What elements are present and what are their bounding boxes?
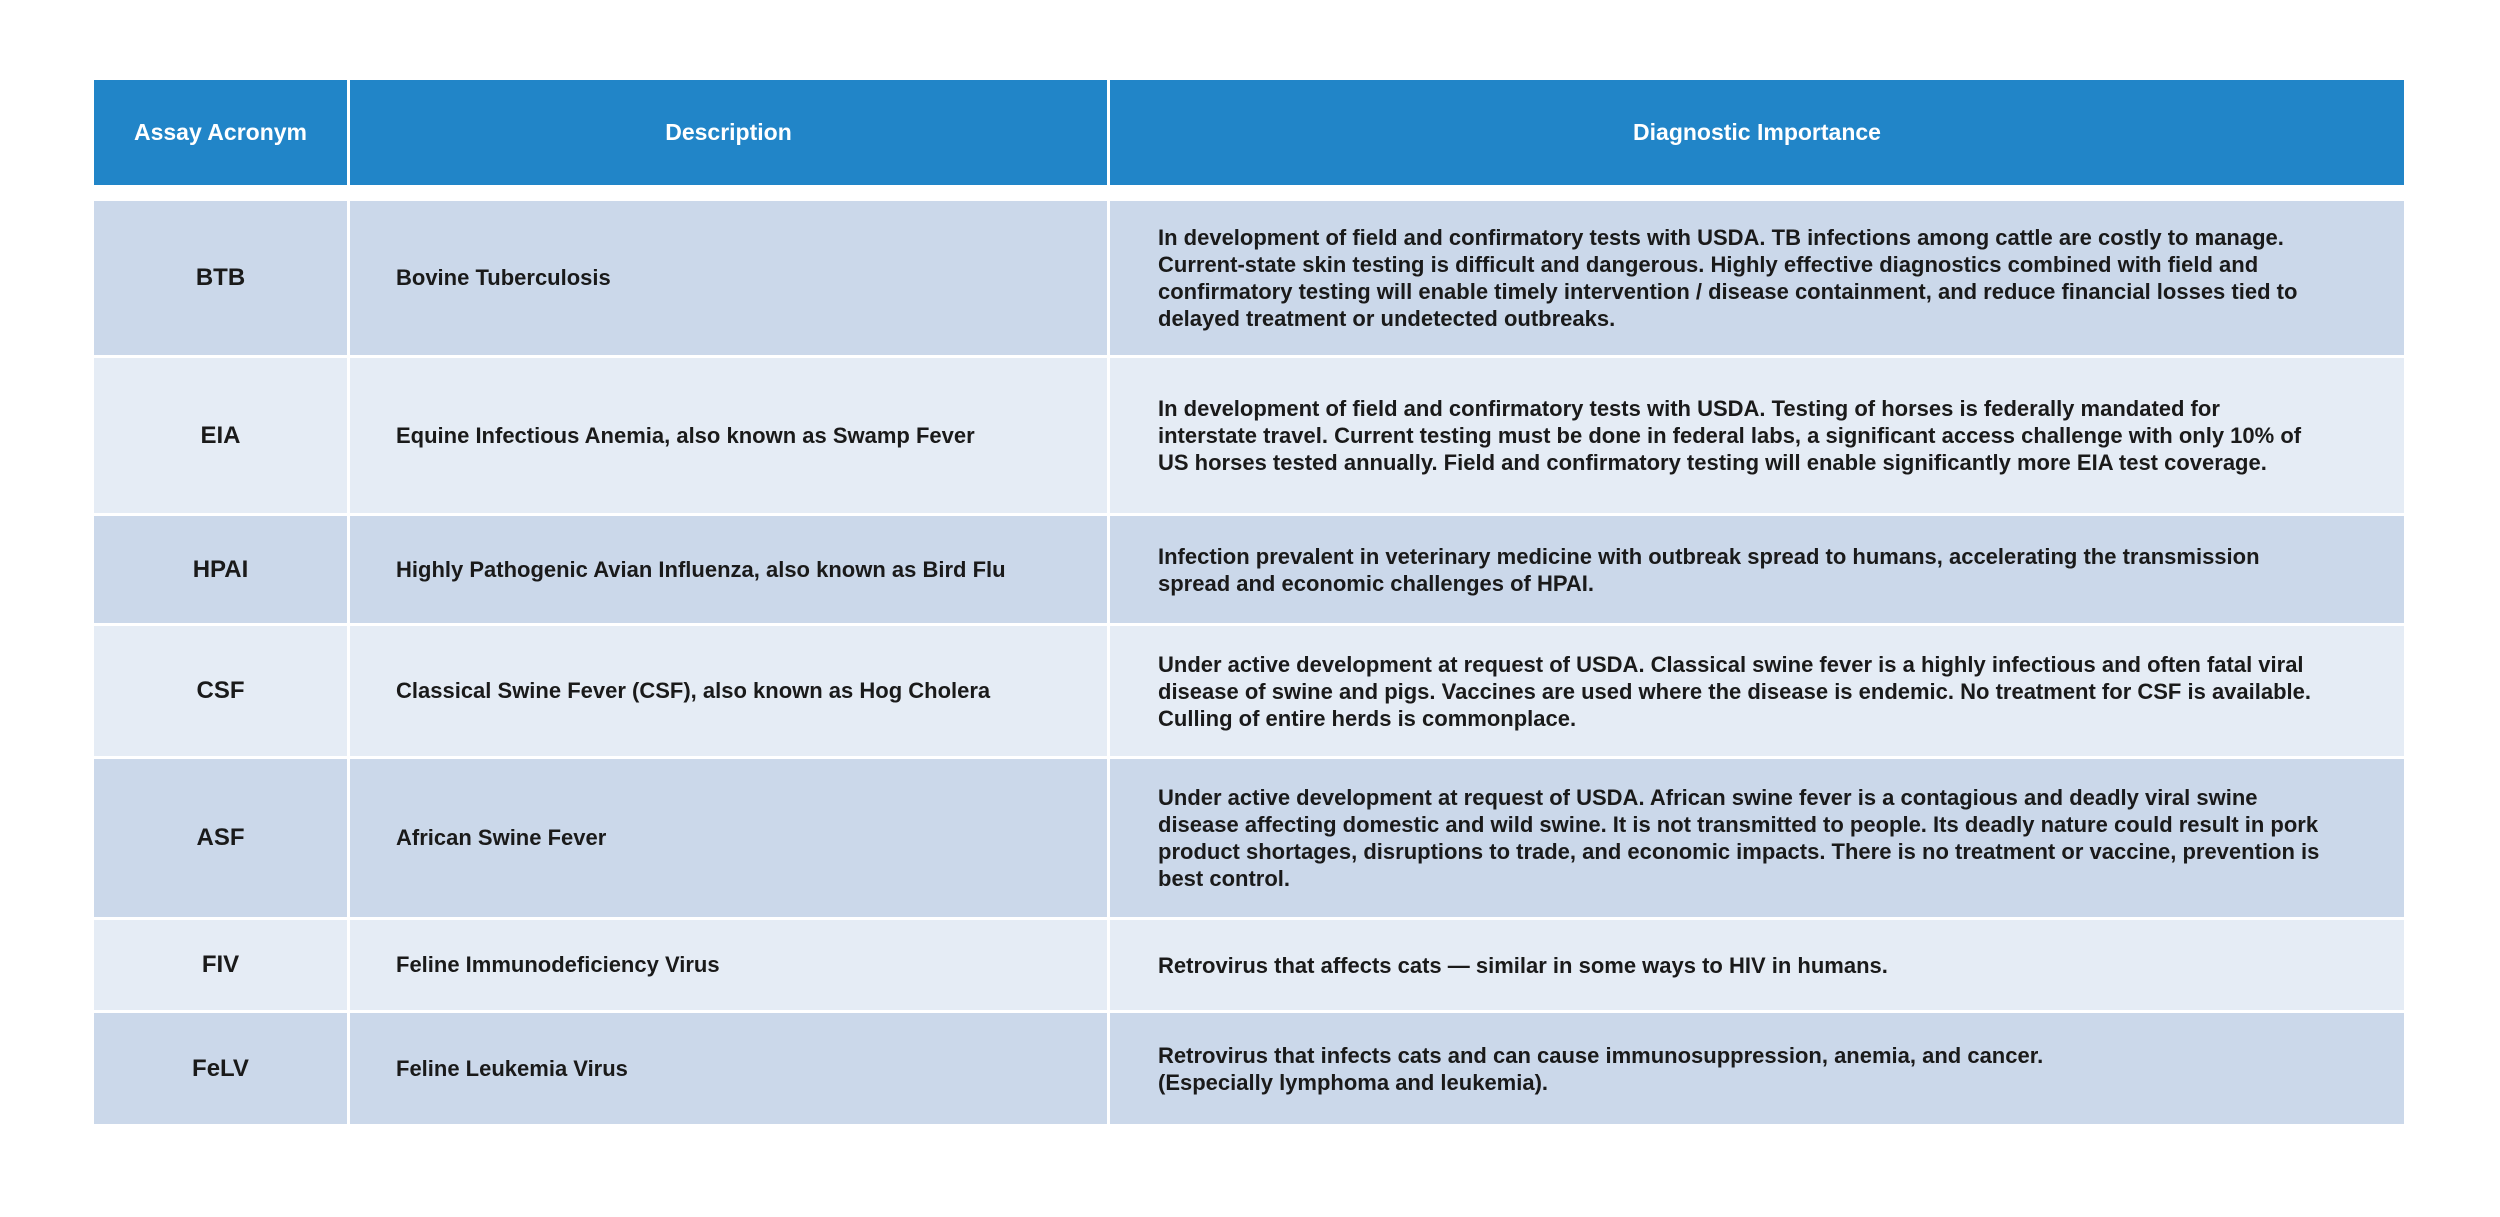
row-description: Feline Leukemia Virus	[350, 1013, 1110, 1127]
row-acronym: FIV	[94, 920, 350, 1013]
row-importance: In development of field and confirmatory tests with USDA. Testing of horses is federally mandated for interstate travel. Current testing must be done in federal labs, a significant access challenge with only 10% of US horses tested annually. Field and confirmatory testing will enable significantly more EIA test coverage.	[1110, 358, 2404, 516]
row-acronym: FeLV	[94, 1013, 350, 1127]
header-description: Description	[350, 80, 1110, 185]
table-row	[94, 759, 2404, 920]
row-acronym: BTB	[94, 201, 350, 358]
row-importance: Under active development at request of USDA. African swine fever is a contagious and deadly viral swine disease affecting domestic and wild swine. It is not transmitted to people. Its deadly nature could result in pork product shortages, disruptions to trade, and economic impacts. There is no treatment or vaccine, prevention is best control.	[1110, 759, 2404, 920]
importance-line: Retrovirus that infects cats and can cause immunosuppression, anemia, and cancer.	[1158, 1042, 2044, 1068]
header-assay-acronym: Assay Acronym	[94, 80, 350, 185]
importance-line: (Especially lymphoma and leukemia).	[1158, 1069, 1549, 1095]
table-row	[94, 1013, 2404, 1127]
row-acronym: CSF	[94, 626, 350, 759]
row-importance	[1110, 1013, 2404, 1127]
row-acronym: HPAI	[94, 516, 350, 626]
table-header-row	[94, 80, 2404, 185]
table-row	[94, 626, 2404, 759]
header-spacer	[94, 185, 2404, 201]
table-row	[94, 516, 2404, 626]
row-importance: In development of field and confirmatory tests with USDA. TB infections among cattle are costly to manage. Current-state skin testing is difficult and dangerous. Highly effective diagnostics combined with field and confirmatory testing will enable timely intervention / disease containment, and reduce financial losses tied to delayed treatment or undetected outbreaks.	[1110, 201, 2404, 358]
row-acronym: EIA	[94, 358, 350, 516]
header-diagnostic-importance: Diagnostic Importance	[1110, 80, 2404, 185]
row-description: Feline Immunodeficiency Virus	[350, 920, 1110, 1013]
row-acronym: ASF	[94, 759, 350, 920]
row-importance: Retrovirus that affects cats — similar in some ways to HIV in humans.	[1110, 920, 2404, 1013]
row-description: Highly Pathogenic Avian Influenza, also known as Bird Flu	[350, 516, 1110, 626]
row-description: African Swine Fever	[350, 759, 1110, 920]
row-importance: Under active development at request of USDA. Classical swine fever is a highly infectious and often fatal viral disease of swine and pigs. Vaccines are used where the disease is endemic. No treatment for CSF is available. Culling of entire herds is commonplace.	[1110, 626, 2404, 759]
row-importance: Infection prevalent in veterinary medicine with outbreak spread to humans, accelerating the transmission spread and economic challenges of HPAI.	[1110, 516, 2404, 626]
row-description: Classical Swine Fever (CSF), also known as Hog Cholera	[350, 626, 1110, 759]
row-description: Bovine Tuberculosis	[350, 201, 1110, 358]
table-row	[94, 201, 2404, 358]
row-description: Equine Infectious Anemia, also known as Swamp Fever	[350, 358, 1110, 516]
table-row	[94, 358, 2404, 516]
table-row	[94, 920, 2404, 1013]
assay-table	[94, 80, 2404, 1127]
